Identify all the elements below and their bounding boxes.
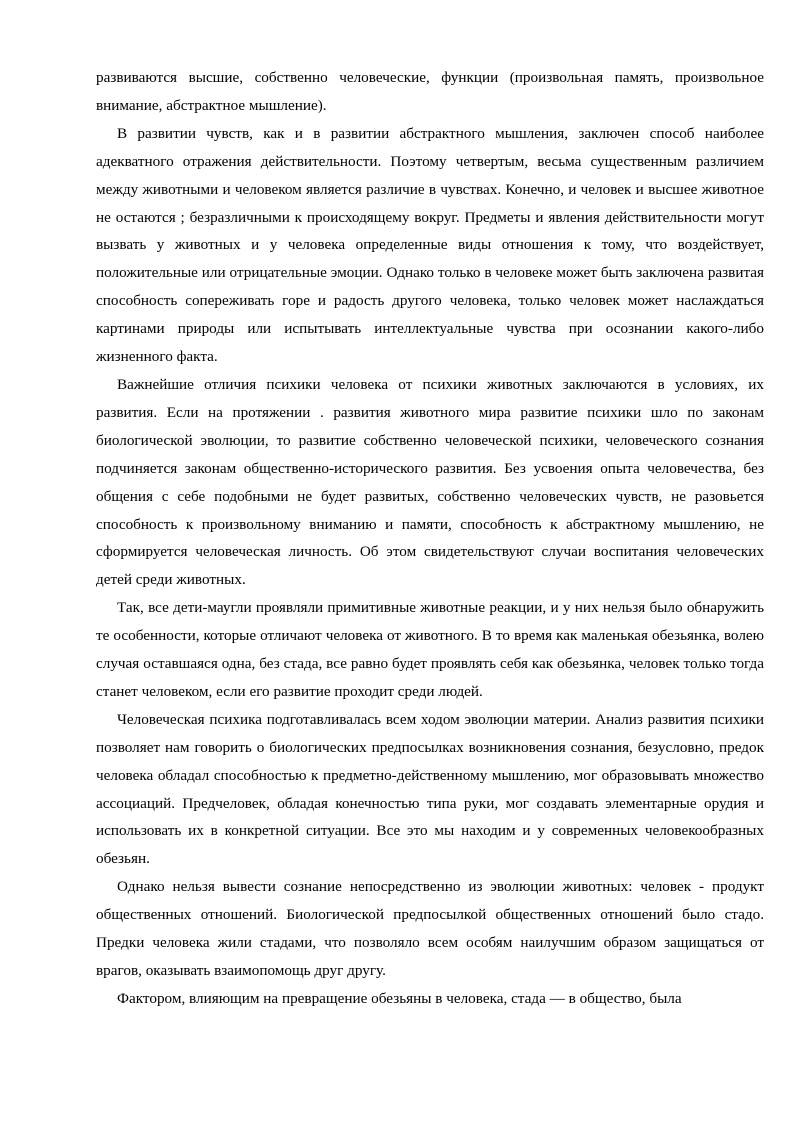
- paragraph-mowgli: Так, все дети-маугли проявляли примитивные животные реакции, и у них нельзя было обнаружить те особенности, которые отличают человека от животного. В то время как маленькая обезьянка, волею случая оставшаяся одна, без стада, все равно будет проявлять себя как обезьянка, человек только тогда станет человеком, если его развитие проходит среди людей.: [96, 599, 764, 700]
- paragraph-continuation: развиваются высшие, собственно человеческие, функции (произвольная память, произвольное внимание, абстрактное мышление).: [96, 69, 764, 114]
- paragraph-development-conditions: Важнейшие отличия психики человека от психики животных заключаются в условиях, их развития. Если на протяжении . развития животного мира развитие психики шло по законам биологической эволюции, то развитие собственно человеческой психики, человеческого сознания подчиняется законам общественно-исторического развития. Без усвоения опыта человечества, без общения с себе подобными не будет развитых, собственно человеческих чувств, не разовьется способность к произвольному вниманию и памяти, способность к абстрактному мышлению, не сформируется человеческая личность. Об этом свидетельствуют случаи воспитания человеческих детей среди животных.: [96, 375, 764, 589]
- paragraph-social-relations: Однако нельзя вывести сознание непосредственно из эволюции животных: человек - продукт общественных отношений. Биологической предпосылкой общественных отношений было стадо. Предки человека жили стадами, что позволяло всем особям наилучшим образом защищаться от врагов, оказывать взаимопомощь друг другу.: [96, 878, 764, 979]
- paragraph-factor: Фактором, влияющим на превращение обезьяны в человека, стада — в общество, была: [117, 989, 682, 1007]
- document-page: [96, 64, 764, 1013]
- paragraph-evolution: Человеческая психика подготавливалась всем ходом эволюции материи. Анализ развития психики позволяет нам говорить о биологических предпосылках возникновения сознания, безусловно, предок человека обладал способностью к предметно-действенному мышлению, мог образовывать множество ассоциаций. Предчеловек, обладая конечностью типа руки, мог создавать элементарные орудия и использовать их в конкретной ситуации. Все это мы находим и у современных человекообразных обезьян.: [96, 710, 764, 868]
- paragraph-feelings: В развитии чувств, как и в развитии абстрактного мышления, заключен способ наиболее адекватного отражения действительности. Поэтому четвертым, весьма существенным различием между животными и человеком является различие в чувствах. Конечно, и человек и высшее животное не остаются ; безразличными к происходящему вокруг. Предметы и явления действительности могут вызвать у животных и у человека определенные виды отношения к тому, что воздействует, положительные или отрицательные эмоции. Однако только в человеке может быть заключена развитая способность сопереживать горе и радость другого человека, только человек может наслаждаться картинами природы или испытывать интеллектуальные чувства при осознании какого-либо жизненного факта.: [96, 124, 764, 366]
